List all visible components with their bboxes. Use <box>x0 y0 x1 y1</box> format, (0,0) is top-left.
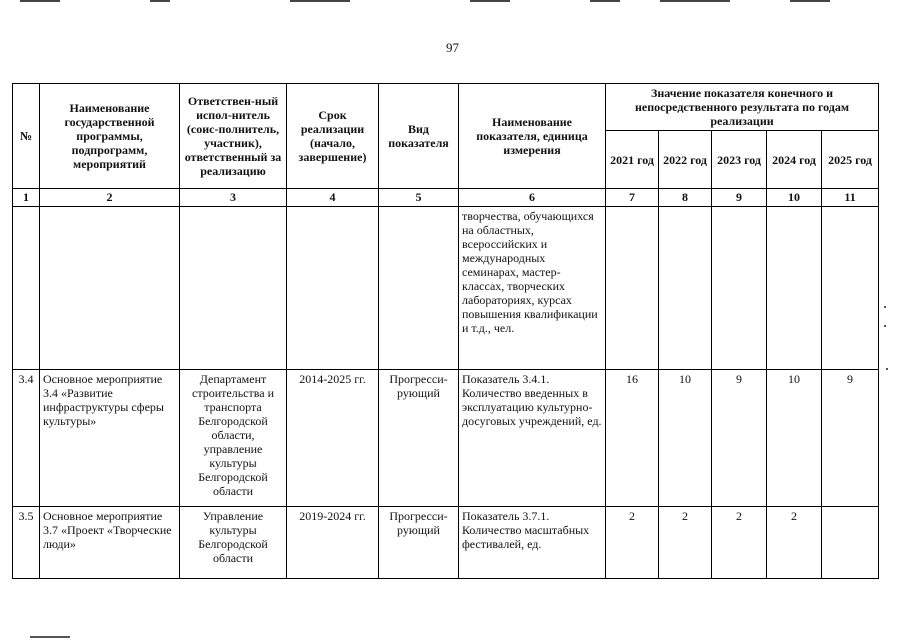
header-program: Наименование государственной программы, подпрограмм, мероприятий <box>40 84 180 189</box>
row-period <box>287 207 379 370</box>
header-num: № <box>13 84 40 189</box>
scan-speck <box>884 325 886 327</box>
row-value-2024 <box>767 207 822 370</box>
column-number-row <box>13 189 879 207</box>
row-program <box>40 207 180 370</box>
indicator-table <box>12 83 879 579</box>
header-indicator: Наименование показателя, единица измерения <box>459 84 606 189</box>
row-value-2023: 9 <box>712 370 767 507</box>
column-number: 5 <box>379 189 459 207</box>
row-value-2023: 2 <box>712 507 767 579</box>
table-row <box>13 507 879 579</box>
header-year-2023: 2023 год <box>712 131 767 189</box>
row-value-2021: 2 <box>606 507 659 579</box>
row-value-2024: 10 <box>767 370 822 507</box>
header-values-group: Значение показателя конечного и непосредственного результата по годам реализации <box>606 84 879 131</box>
scan-speck <box>30 636 70 638</box>
row-responsible <box>180 207 287 370</box>
row-type: Прогресси-рующий <box>379 370 459 507</box>
row-value-2022: 2 <box>659 507 712 579</box>
row-value-2025: 9 <box>822 370 879 507</box>
scan-speck <box>886 368 888 370</box>
row-value-2023 <box>712 207 767 370</box>
header-year-2021: 2021 год <box>606 131 659 189</box>
row-type <box>379 207 459 370</box>
row-program: Основное мероприятие 3.7 «Проект «Творческие люди» <box>40 507 180 579</box>
column-number: 2 <box>40 189 180 207</box>
row-num: 3.5 <box>13 507 40 579</box>
column-number: 11 <box>822 189 879 207</box>
column-number: 4 <box>287 189 379 207</box>
row-responsible: Департамент строительства и транспорта Белгородской области, управление культуры Белгородской области <box>180 370 287 507</box>
table-row <box>13 207 879 370</box>
header-period: Срок реализации (начало, завершение) <box>287 84 379 189</box>
scan-speck <box>884 306 886 308</box>
row-period: 2014-2025 гг. <box>287 370 379 507</box>
row-num <box>13 207 40 370</box>
header-year-2022: 2022 год <box>659 131 712 189</box>
column-number: 3 <box>180 189 287 207</box>
row-value-2022: 10 <box>659 370 712 507</box>
column-number: 7 <box>606 189 659 207</box>
row-type: Прогресси-рующий <box>379 507 459 579</box>
table-row <box>13 370 879 507</box>
row-value-2021: 16 <box>606 370 659 507</box>
row-responsible: Управление культуры Белгородской области <box>180 507 287 579</box>
row-period: 2019-2024 гг. <box>287 507 379 579</box>
row-value-2024: 2 <box>767 507 822 579</box>
row-indicator: творчества, обучающихся на областных, всероссийских и международных семинарах, мастер-классах, творческих лабораториях, курсах повышения квалификации и т.д., чел. <box>459 207 606 370</box>
column-number: 8 <box>659 189 712 207</box>
column-number: 6 <box>459 189 606 207</box>
column-number: 1 <box>13 189 40 207</box>
row-value-2025 <box>822 507 879 579</box>
scan-top-edge <box>0 0 905 3</box>
row-indicator: Показатель 3.4.1. Количество введенных в эксплуатацию культурно-досуговых учреждений, ед. <box>459 370 606 507</box>
row-value-2021 <box>606 207 659 370</box>
column-number: 10 <box>767 189 822 207</box>
column-number: 9 <box>712 189 767 207</box>
header-year-2025: 2025 год <box>822 131 879 189</box>
header-type: Вид показателя <box>379 84 459 189</box>
row-value-2022 <box>659 207 712 370</box>
row-program: Основное мероприятие 3.4 «Развитие инфраструктуры сферы культуры» <box>40 370 180 507</box>
header-responsible: Ответствен-ный испол-нитель (соис-полнитель, участник), ответственный за реализацию <box>180 84 287 189</box>
page-number: 97 <box>446 40 459 55</box>
row-value-2025 <box>822 207 879 370</box>
row-num: 3.4 <box>13 370 40 507</box>
row-indicator: Показатель 3.7.1. Количество масштабных фестивалей, ед. <box>459 507 606 579</box>
header-year-2024: 2024 год <box>767 131 822 189</box>
